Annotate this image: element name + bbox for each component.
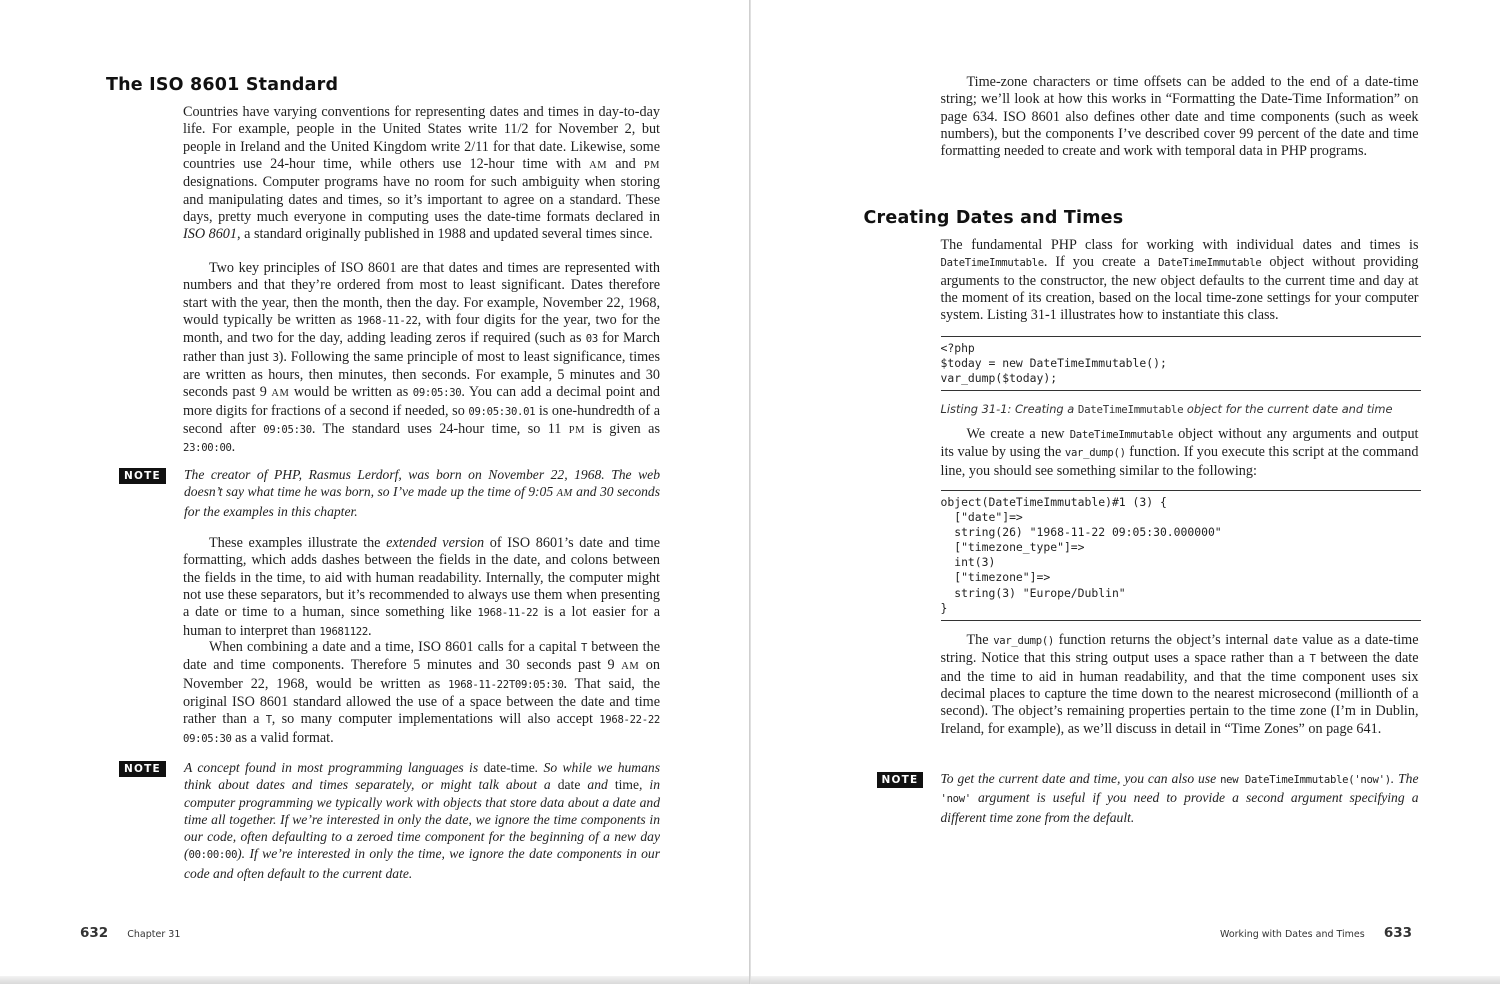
code-line: string(3) "Europe/Dublin" [940,585,1126,600]
code-listing [941,336,1421,391]
body-paragraph: These examples illustrate the extended version of ISO 8601’s date and time formatting, which adds dashes between the fields in the date, and colons between the fields in the time, to aid with human readability. Internally, the computer might not use these separators, but it’s recommended to always use them when presenting a date or time to a human, since something like 1968-11-22 is a lot easier for a human to interpret than 19681122. [183,535,660,639]
code-line: ["date"]=> [940,510,1023,525]
code-line: $today = new DateTimeImmutable(); [940,356,1167,371]
body-paragraph: Time-zone characters or time offsets can be added to the end of a date-time string; we’ll look at how this works in “Formatting the Date-Time Information” on page 634. ISO 8601 also defines other date and time components (such as week numbers), but the components I’ve described cover 99 percent of the date and time formatting needed to create and work with temporal data in PHP programs. [940,74,1419,160]
page-number: 632 [80,925,109,941]
code-line: string(26) "1968-11-22 09:05:30.000000" [940,525,1222,540]
body-paragraph: We create a new DateTimeImmutable object without any arguments and output its value by using the var_dump() function. If you execute this script at the command line, you should see something similar to the following: [940,426,1419,479]
body-paragraph: When combining a date and a time, ISO 8601 calls for a capital T between the date and time components. Therefore 5 minutes and 30 seconds past 9 AM on November 22, 1968, would be written as 1968-11-22T09:05:30. That said, the original ISO 8601 standard allowed the use of a space between the date and time rather than a T, so many computer implementations will also accept 1968-22-22 09:05:30 as a valid format. [183,639,660,746]
note-text: To get the current date and time, you can also use new DateTimeImmutable('now'). The 'now' argument is useful if you need to provide a second argument specifying a different time zone from the default. [940,771,1419,825]
page-number: 633 [1383,925,1412,941]
body-paragraph: The fundamental PHP class for working with individual dates and times is DateTimeImmutable. If you create a DateTimeImmutable object without providing arguments to the constructor, the new object defaults to the current time and day at the moment of its creation, based on the local time-zone settings for your computer system. Listing 31-1 illustrates how to instantiate this class. [940,237,1419,324]
code-output [941,490,1421,621]
body-paragraph: Countries have varying conventions for representing dates and times in day-to-day life. For example, people in the United States write 11/2 for November 2, but people in Ireland and the United Kingdom write 2/11 for that date. Likewise, some countries use 24-hour time, while others use 12-hour time with AM and PM designations. Computer programs have no room for such ambiguity when storing and manipulating dates and times, so it’s important to agree on a standard. These days, pretty much everyone in computing uses the date-time formats declared in ISO 8601, a standard originally published in 1988 and updated several times since. [183,104,660,243]
code-line: <?php [940,341,975,355]
note-text: The creator of PHP, Rasmus Lerdorf, was born on November 22, 1968. The web doesn’t say what time he was born, so I’ve made up the time of 9:05 AM and 30 seconds for the examples in this chapter. [184,467,661,519]
note-badge: NOTE [877,772,924,788]
running-footer: Chapter 31 [127,929,181,940]
page-footer [80,922,180,941]
code-line: int(3) [940,555,996,570]
body-paragraph: The var_dump() function returns the object’s internal date value as a date-time string. Notice that this string output uses a space rather than a T between the date and the time to aid in human readability, and that the time component uses six decimal places to capture the time down to the nearest microsecond (millionth of a second). The object’s remaining properties pertain to the time zone (I’m in Dublin, Ireland, for example), as we’ll discuss in detail in “Time Zones” on page 641. [940,632,1419,737]
note-text: A concept found in most programming languages is date-time. So while we humans think about dates and times separately, or might talk about a date and time, in computer programming we typically work with objects that store data about a date and time all together. If we’re interested in only the date, we ignore the time components in our code, often defaulting to a zeroed time component for the beginning of a new day (00:00:00). If we’re interested in only the time, we ignore the date components in our code and often default to the current date. [184,760,661,881]
running-footer: Working with Dates and Times [1220,929,1365,940]
code-line: object(DateTimeImmutable)#1 (3) { [940,495,1167,509]
listing-caption: Listing 31-1: Creating a DateTimeImmutable object for the current date and time [940,402,1393,416]
right-page [750,0,1500,984]
code-line: var_dump($today); [940,371,1058,386]
body-paragraph: Two key principles of ISO 8601 are that dates and times are represented with numbers and that they’re ordered from most to least significant. Dates therefore start with the year, then the month, then the day. For example, November 22, 1968, would typically be written as 1968-11-22, with four digits for the year, two for the month, and two for the day, adding leading zeros if required (such as 03 for March rather than just 3). Following the same principle of most to least significance, times are written as hours, then minutes, then seconds. For example, 5 minutes and 30 seconds past 9 AM would be written as 09:05:30. You can add a decimal point and more digits for fractions of a second if needed, so 09:05:30.01 is one-hundredth of a second after 09:05:30. The standard uses 24-hour time, so 11 PM is given as 23:00:00. [183,260,660,456]
code-line: } [940,600,948,615]
section-heading: Creating Dates and Times [863,208,1124,228]
note-badge: NOTE [119,761,166,777]
note-badge: NOTE [119,468,166,484]
code-line: ["timezone_type"]=> [940,540,1085,555]
section-heading: The ISO 8601 Standard [106,75,339,95]
code-line: ["timezone"]=> [940,570,1051,585]
page-footer [1220,922,1412,941]
